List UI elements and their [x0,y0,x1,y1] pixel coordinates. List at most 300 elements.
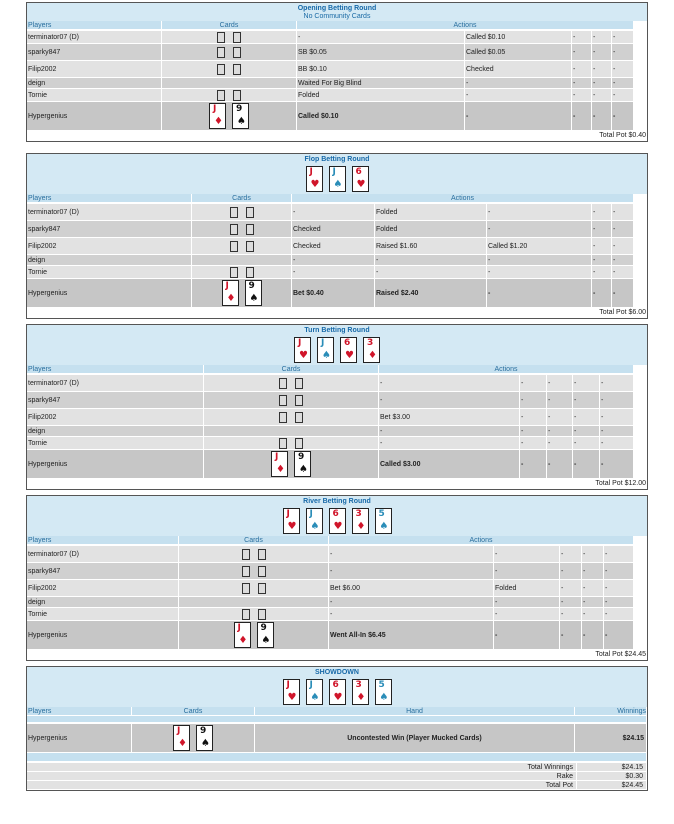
action-cell: - [612,255,634,265]
action-cell: - [560,580,582,596]
player-cards [204,437,379,449]
action-cell: - [547,409,573,425]
column-header-cards: Cards [179,536,329,544]
totals-label: Rake [27,772,577,780]
player-cards [204,426,379,436]
player-name: Filip2002 [27,580,179,596]
playing-card [352,166,369,192]
card-rank: J [275,452,279,462]
round-header [27,496,647,536]
player-name: terminator07 (D) [27,375,204,391]
action-cell: - [572,78,592,88]
showdown-header [27,667,647,707]
action-cell: Went All-In $6.45 [329,621,494,649]
player-row [27,450,647,478]
player-name: sparky847 [27,44,162,60]
round-title: Flop Betting Round [304,156,370,163]
player-cards [204,450,379,478]
card-back-icon [279,438,287,449]
action-cell: - [379,392,520,408]
player-cards [179,580,329,596]
player-cards [179,546,329,562]
card-back-icon [233,64,241,75]
action-cell: - [520,450,547,478]
action-cell: - [520,437,547,449]
player-row [27,392,647,408]
card-back-icon [295,412,303,423]
card-rank: J [286,680,290,690]
player-cards [179,608,329,620]
action-cell: - [379,426,520,436]
action-cell: - [560,608,582,620]
spacer-cell [27,753,647,761]
player-row [27,221,647,237]
round-title: River Betting Round [303,498,371,505]
card-rank: J [321,338,325,348]
player-name: deign [27,426,204,436]
playing-card [317,337,334,363]
action-cell: - [292,204,375,220]
table-header [27,21,647,29]
action-cell: - [494,608,560,620]
player-row [27,204,647,220]
player-row [27,61,647,77]
winnings-value: $24.15 [575,724,647,752]
action-cell: - [582,580,604,596]
playing-card [294,451,311,477]
action-cell: Checked [292,221,375,237]
winner-row [27,724,647,752]
action-cell: - [375,255,487,265]
action-cell: - [604,546,634,562]
player-cards [192,221,292,237]
spacer-row [27,753,647,761]
action-cell: - [494,563,560,579]
column-header-cards: Cards [204,365,379,373]
card-back-icon [233,32,241,43]
player-name: Hypergenius [27,102,162,130]
card-back-icon [246,267,254,278]
player-row [27,597,647,607]
action-cell: - [329,563,494,579]
card-suit-icon: ♦ [226,293,236,304]
action-cell: - [297,31,465,43]
playing-card [352,508,369,534]
player-name: Tornie [27,437,204,449]
card-back-icon [279,412,287,423]
action-cell: - [465,89,572,101]
action-cell: - [592,221,612,237]
betting-round [26,153,648,319]
card-rank: J [309,509,313,519]
player-name: deign [27,597,179,607]
card-suit-icon: ♦ [276,464,285,475]
playing-card [232,103,249,129]
action-cell: Checked [292,238,375,254]
column-header-players: Players [27,365,204,373]
action-cell: - [487,255,592,265]
player-row [27,621,647,649]
action-cell: Raised $2.40 [375,279,487,307]
card-suit-icon: ♥ [299,350,308,361]
action-cell: - [612,89,634,101]
card-suit-icon: ♠ [333,179,343,190]
card-suit-icon: ♠ [201,738,210,749]
playing-card [271,451,288,477]
action-cell: Bet $6.00 [329,580,494,596]
column-header-hand: Hand [255,707,575,715]
action-cell: Called $1.20 [487,238,592,254]
playing-card [294,337,311,363]
playing-card [209,103,226,129]
player-cards [132,724,255,752]
action-cell: Bet $3.00 [379,409,520,425]
action-cell: - [612,204,634,220]
card-back-icon [242,549,250,560]
playing-card [375,679,392,705]
playing-card [352,679,369,705]
player-name: Tornie [27,266,192,278]
action-cell: BB $0.10 [297,61,465,77]
action-cell: - [612,61,634,77]
action-cell: - [592,266,612,278]
hand-description: Uncontested Win (Player Mucked Cards) [255,724,575,752]
action-cell: - [572,61,592,77]
total-pot: Total Pot $24.45 [27,650,647,660]
card-back-icon [258,609,266,620]
player-row [27,31,647,43]
player-name: Filip2002 [27,238,192,254]
player-cards [162,78,297,88]
column-header-actions: Actions [297,21,634,29]
card-back-icon [217,47,225,58]
betting-round [26,2,648,142]
player-cards [192,255,292,265]
action-cell: - [494,546,560,562]
round-table [27,194,647,318]
action-cell: - [560,597,582,607]
action-cell: - [592,61,612,77]
action-cell: - [582,608,604,620]
card-back-icon [246,207,254,218]
card-back-icon [217,64,225,75]
playing-card [340,337,357,363]
action-cell: - [292,255,375,265]
action-cell: - [600,409,634,425]
player-row [27,255,647,265]
action-cell: - [600,437,634,449]
totals-row [27,781,647,789]
card-suit-icon: ♥ [333,521,343,532]
betting-round [26,324,648,490]
column-header-actions: Actions [379,365,634,373]
player-name: sparky847 [27,221,192,237]
player-cards [179,597,329,607]
card-back-icon [230,241,238,252]
total-pot: Total Pot $12.00 [27,479,647,489]
column-header-players: Players [27,194,192,202]
card-suit-icon: ♥ [287,692,297,703]
action-cell: - [592,31,612,43]
action-cell: - [572,102,592,130]
card-back-icon [295,378,303,389]
card-rank: J [225,281,229,291]
player-cards [204,375,379,391]
action-cell: - [592,255,612,265]
action-cell: - [573,375,600,391]
card-rank: J [298,338,302,348]
action-cell: Folded [375,204,487,220]
community-cards [27,164,647,194]
action-cell: - [547,375,573,391]
player-cards [204,409,379,425]
action-cell: - [612,78,634,88]
player-row [27,89,647,101]
card-back-icon [230,267,238,278]
playing-card [329,508,346,534]
action-cell: - [520,375,547,391]
action-cell: - [572,44,592,60]
playing-card [196,725,213,751]
card-suit-icon: ♦ [356,692,366,703]
table-header [27,365,647,373]
player-name: Tornie [27,89,162,101]
action-cell: Checked [465,61,572,77]
action-cell: - [592,204,612,220]
action-cell: - [487,204,592,220]
card-rank: 9 [248,281,255,291]
card-rank: 9 [298,452,305,462]
card-back-icon [246,241,254,252]
column-header-actions: Actions [329,536,634,544]
action-cell: - [572,31,592,43]
action-cell: - [329,597,494,607]
column-header-players: Players [27,536,179,544]
player-cards [192,279,292,307]
card-suit-icon: ♥ [310,179,320,190]
player-cards [162,44,297,60]
card-suit-icon: ♠ [249,293,259,304]
action-cell: - [612,266,634,278]
action-cell: - [487,221,592,237]
action-cell: - [573,450,600,478]
card-back-icon [279,395,287,406]
community-cards [27,335,647,365]
card-suit-icon: ♠ [322,350,331,361]
card-back-icon [233,47,241,58]
player-name: Filip2002 [27,61,162,77]
round-table [27,365,647,489]
action-cell: - [612,238,634,254]
player-name: Filip2002 [27,409,204,425]
card-rank: J [309,680,313,690]
player-cards [162,89,297,101]
action-cell: - [592,238,612,254]
round-subtitle: No Community Cards [303,13,371,20]
card-suit-icon: ♠ [310,521,320,532]
total-pot: Total Pot $0.40 [27,131,647,141]
card-rank: J [213,104,217,114]
card-back-icon [258,583,266,594]
totals-label: Total Pot [27,781,577,789]
showdown-table [27,707,647,790]
column-header-cards: Cards [162,21,297,29]
action-cell: - [600,450,634,478]
action-cell: - [612,279,634,307]
action-cell: Folded [297,89,465,101]
player-cards [162,31,297,43]
playing-card [257,622,274,648]
action-cell: - [592,102,612,130]
community-cards [27,506,647,536]
action-cell: - [600,375,634,391]
action-cell: - [612,44,634,60]
playing-card [329,679,346,705]
totals-row [27,763,647,771]
player-cards [192,204,292,220]
player-name: Hypergenius [27,724,132,752]
player-name: sparky847 [27,392,204,408]
action-cell: - [582,546,604,562]
action-cell: Bet $0.40 [292,279,375,307]
card-back-icon [217,90,225,101]
column-header-cards: Cards [132,707,255,715]
player-row [27,580,647,596]
action-cell: - [560,563,582,579]
action-cell: - [465,78,572,88]
card-back-icon [242,583,250,594]
showdown-section [26,666,648,791]
card-suit-icon: ♦ [214,116,223,127]
player-name: terminator07 (D) [27,204,192,220]
action-cell: - [379,437,520,449]
card-suit-icon: ♦ [238,635,248,646]
player-name: Tornie [27,608,179,620]
player-row [27,266,647,278]
action-cell: - [592,279,612,307]
action-cell: - [573,409,600,425]
player-name: deign [27,78,162,88]
round-table [27,536,647,660]
playing-card [363,337,380,363]
card-suit-icon: ♠ [379,521,389,532]
action-cell: - [329,546,494,562]
round-title: Turn Betting Round [304,327,370,334]
player-row [27,409,647,425]
card-back-icon [217,32,225,43]
action-cell: - [547,450,573,478]
card-rank: 9 [260,623,267,633]
action-cell: - [573,437,600,449]
spacer-cell [27,716,647,722]
card-suit-icon: ♥ [333,692,343,703]
card-suit-icon: ♦ [356,521,366,532]
column-header-actions: Actions [292,194,634,202]
action-cell: Folded [375,221,487,237]
player-row [27,279,647,307]
betting-round [26,495,648,661]
card-rank: J [177,726,181,736]
player-name: Hypergenius [27,450,204,478]
action-cell: - [582,597,604,607]
playing-card [283,508,300,534]
card-back-icon [230,224,238,235]
card-back-icon [233,90,241,101]
round-table [27,21,647,141]
player-row [27,78,647,88]
card-rank: 3 [367,338,374,348]
totals-value: $0.30 [577,772,647,780]
action-cell: - [582,621,604,649]
card-back-icon [279,378,287,389]
totals-value: $24.45 [577,781,647,789]
player-cards [179,563,329,579]
action-cell: - [604,621,634,649]
card-rank: J [286,509,290,519]
player-name: deign [27,255,192,265]
showdown-title: SHOWDOWN [315,669,359,676]
action-cell: - [520,409,547,425]
player-row [27,546,647,562]
action-cell: - [582,563,604,579]
table-header [27,194,647,202]
card-suit-icon: ♠ [310,692,320,703]
action-cell: - [520,426,547,436]
totals-value: $24.15 [577,763,647,771]
totals-label: Total Winnings [27,763,577,771]
action-cell: - [487,279,592,307]
player-cards [162,61,297,77]
action-cell: - [592,78,612,88]
round-header [27,3,647,21]
card-rank: 6 [332,680,339,690]
card-suit-icon: ♠ [299,464,308,475]
card-suit-icon: ♥ [287,521,297,532]
player-cards [192,238,292,254]
card-rank: J [332,167,336,177]
action-cell: SB $0.05 [297,44,465,60]
playing-card [173,725,190,751]
action-cell: - [592,44,612,60]
round-header [27,325,647,365]
player-row [27,563,647,579]
round-title: Opening Betting Round [297,5,377,12]
action-cell: - [604,563,634,579]
card-rank: 6 [344,338,351,348]
totals-row [27,772,647,780]
playing-card [306,166,323,192]
playing-card [329,166,346,192]
playing-card [245,280,262,306]
action-cell: Called $0.10 [465,31,572,43]
card-back-icon [258,549,266,560]
card-suit-icon: ♥ [356,179,366,190]
action-cell: - [573,392,600,408]
card-rank: 5 [378,509,385,519]
round-header [27,154,647,194]
table-header [27,707,647,715]
player-name: Hypergenius [27,621,179,649]
playing-card [306,679,323,705]
card-suit-icon: ♠ [237,116,246,127]
action-cell: - [604,608,634,620]
player-name: Hypergenius [27,279,192,307]
player-name: sparky847 [27,563,179,579]
player-name: terminator07 (D) [27,546,179,562]
action-cell: - [547,426,573,436]
card-rank: 3 [355,509,362,519]
playing-card [222,280,239,306]
